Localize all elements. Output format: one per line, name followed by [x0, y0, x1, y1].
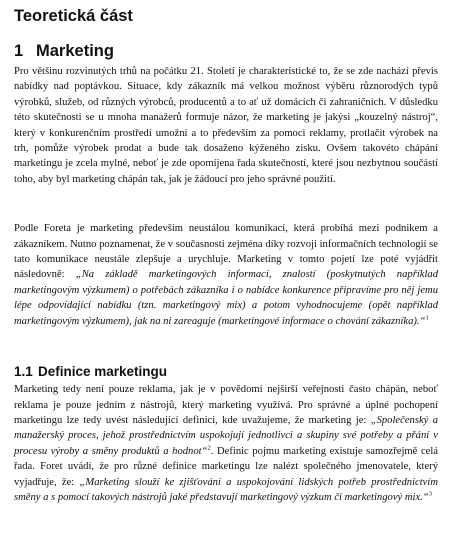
quote-text: „Na základě marketingových informací, znalostí (poskytnutých například marketingovým výzkumem) o potřebách zákazníka i o nabídce konkurence připravíme pro něj jemu lépe odpovídající nabídku (tzn. marketingový mix) a potom vyhodnocujeme (opět například marketingovým výzkumem), jak na ni zareaguje (marketingové informace o chování zákazníka).“	[14, 269, 439, 327]
paragraph-definition	[14, 382, 438, 505]
paragraph-text: Podle Foreta je marketing především neustálou komunikací, která probíhá mezi podnikem a zákazníkem. Nutno poznamenat, že v současnosti zejména díky rozvoji informačních technologií se tato komunikace neustále zlepšuje a urychluje. Marketing v tomto pojetí lze poté vyjádřit následovně:	[14, 223, 438, 281]
paragraph-intro: Pro většinu rozvinutých trhů na počátku 21. Století je charakteristické to, že se zde nachází převis nabídky nad poptávkou. Situace, kdy zákazník má velkou možnost výběru různorodých typů výrobků, služeb, od různých výrobců, producentů a to ať už domácích či zahraničních. V důsledku této skutečnosti se u mnoha manažerů formuje názor, že marketing je jakýsi „kouzelný nástroj“, který v konkurenčním prostředí umožní a to především za pomoci reklamy, protlačit výrobek na trh, pomůže výrobek prodat a bude tak dosaženo kýženého zisku. Ovšem takovéto chápání marketingu je zcela mylné, neboť je zde opomíjena řada skutečností, které jsou nezbytnou součástí toho, aby byl marketing chápán tak, jak je žádoucí pro jeho správné použití.	[14, 66, 438, 185]
quote-text: „Společenský a manažerský proces, jehož prostřednictvím uspokojují jednotlivci a skupiny své potřeby a přání v procesu výroby a směny produktů a hodnot“	[14, 414, 438, 457]
quote-text: „Marketing slouží ke zjišťování a uspokojování lidských potřeb prostřednictvím směny a s pomocí takových nástrojů jaké představují marketingový výzkum či marketingový mix.“	[14, 476, 438, 503]
heading-marketing	[14, 41, 438, 61]
paragraph-foret	[14, 221, 438, 329]
footnote-ref[interactable]: 2	[207, 444, 211, 452]
paragraph-text: Marketing tedy není pouze reklama, jak je v povědomí nejširší veřejnosti často chápán, neboť reklama je pouze jedním z nástrojů, který marketing využívá. Pro správné a úplné pochopení marketingu lze tedy uvést následující definici, kde uvažujeme, že marketing je:	[14, 384, 438, 426]
paragraph-text: . Definic pojmu marketing existuje samozřejmě celá řada. Foret uvádí, že pro různé definice marketingu lze nalézt společného jmenovatele, který vyjadřuje, že:	[14, 445, 438, 488]
footnote-ref[interactable]: 1	[425, 314, 429, 322]
section-title: Teoretická část	[14, 7, 133, 25]
heading-text: Definice marketingu	[38, 364, 168, 380]
heading-number: 1	[14, 42, 24, 60]
footnote-ref[interactable]: 3	[428, 490, 432, 498]
heading-definice-marketingu	[14, 363, 438, 381]
heading-text: Marketing	[36, 42, 114, 60]
heading-number: 1.1	[14, 364, 33, 380]
